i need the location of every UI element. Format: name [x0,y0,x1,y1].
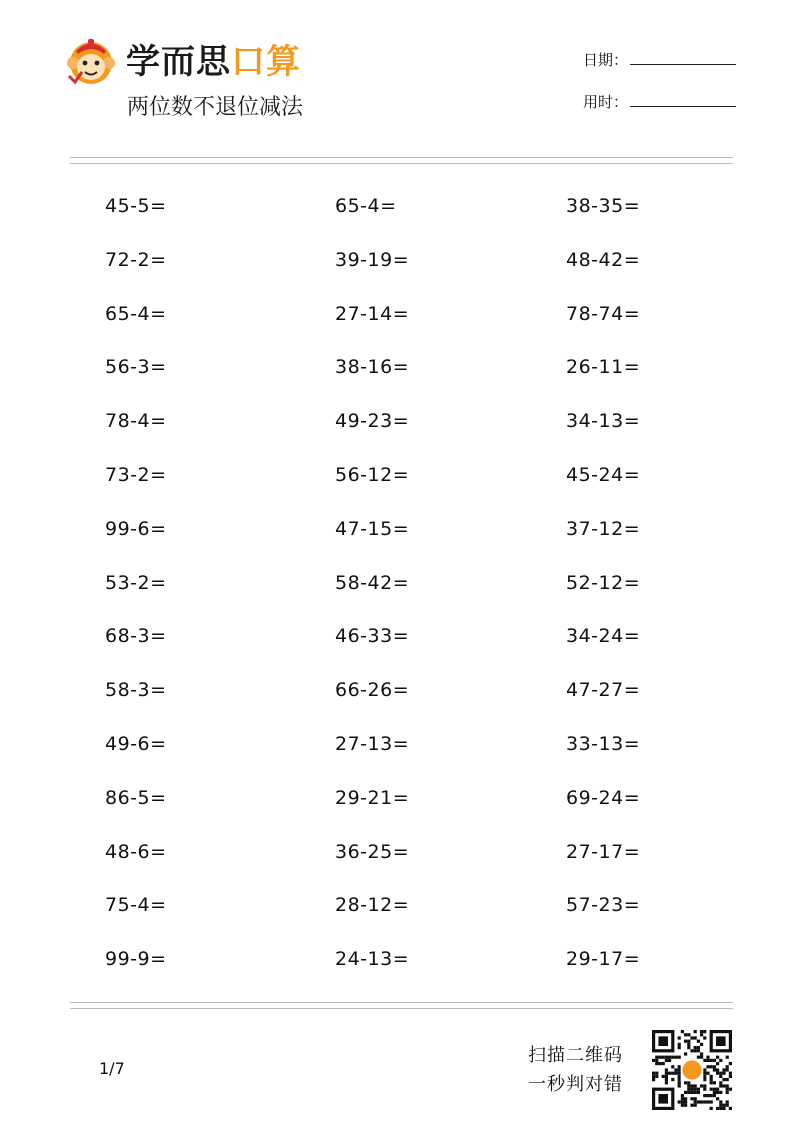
problem-item: 29-21= [335,786,410,809]
problem-grid [105,192,745,999]
problem-row [105,353,745,407]
problem-item: 65-4= [335,195,397,217]
problem-item: 37-12= [566,517,641,540]
header-divider [70,163,733,164]
problem-item: 86-5= [105,786,167,809]
problem-row [105,300,745,354]
time-label: 用时： [583,93,629,111]
footer-divider [70,1008,733,1009]
problem-row [105,730,745,784]
problem-item: 27-14= [335,302,410,325]
header-divider [70,157,733,158]
problem-item: 99-9= [105,948,167,971]
problem-row [105,192,745,246]
problem-item: 29-17= [566,948,641,971]
problem-item: 45-5= [105,195,167,217]
problem-item: 69-24= [566,786,641,809]
scan-instruction-line2: 一秒判对错 [528,1074,623,1095]
problem-item: 34-24= [566,625,641,648]
problem-item: 39-19= [335,248,410,271]
problem-item: 45-24= [566,463,641,486]
page-number: 1/7 [99,1059,125,1078]
problem-item: 72-2= [105,248,167,271]
problem-item: 38-35= [566,195,641,217]
problem-item: 47-27= [566,679,641,702]
problem-row [105,246,745,300]
problem-item: 36-25= [335,840,410,863]
problem-item: 56-12= [335,463,410,486]
brand-product: 口算 [231,42,301,82]
problem-item: 73-2= [105,463,167,486]
problem-item: 48-6= [105,840,167,863]
problem-item: 56-3= [105,356,167,379]
problem-item: 58-3= [105,679,167,702]
problem-item: 46-33= [335,625,410,648]
problem-item: 28-12= [335,894,410,917]
problem-item: 57-23= [566,894,641,917]
monkey-mascot-icon [66,36,116,86]
brand-name: 学而思 [126,42,231,82]
problem-item: 75-4= [105,894,167,917]
problem-item: 48-42= [566,248,641,271]
problem-item: 33-13= [566,732,641,755]
problem-item: 78-4= [105,410,167,433]
date-field [583,50,736,70]
scan-instruction-line1: 扫描二维码 [528,1045,623,1066]
problem-row [105,622,745,676]
problem-item: 38-16= [335,356,410,379]
time-blank-line [630,92,736,107]
problem-row [105,838,745,892]
problem-item: 47-15= [335,517,410,540]
problem-item: 52-12= [566,571,641,594]
problem-row [105,891,745,945]
problem-item: 49-6= [105,732,167,755]
footer-divider [70,1002,733,1003]
problem-row [105,461,745,515]
problem-row [105,784,745,838]
problem-item: 27-17= [566,840,641,863]
problem-item: 65-4= [105,302,167,325]
problem-row [105,515,745,569]
problem-item: 24-13= [335,948,410,971]
problem-item: 49-23= [335,410,410,433]
problem-row [105,569,745,623]
date-blank-line [630,50,736,65]
problem-item: 58-42= [335,571,410,594]
problem-item: 34-13= [566,410,641,433]
problem-item: 26-11= [566,356,641,379]
time-field [583,92,736,112]
problem-item: 99-6= [105,517,167,540]
problem-row [105,407,745,461]
problem-item: 78-74= [566,302,641,325]
problem-item: 53-2= [105,571,167,594]
worksheet-title: 两位数不退位减法 [127,95,304,120]
qr-code-icon[interactable] [652,1030,732,1110]
problem-row [105,945,745,999]
date-label: 日期： [583,51,629,69]
problem-item: 68-3= [105,625,167,648]
problem-row [105,676,745,730]
problem-item: 27-13= [335,732,410,755]
brand-title [126,40,301,84]
problem-item: 66-26= [335,679,410,702]
